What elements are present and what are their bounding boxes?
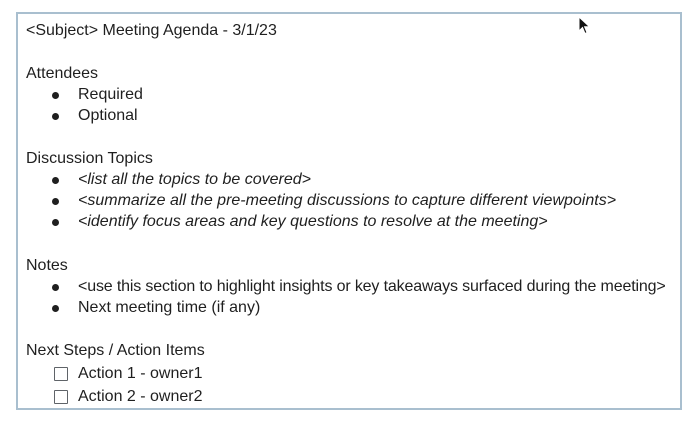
list-item-text: <identify focus areas and key questions to resolve at the meeting>	[78, 213, 548, 230]
checkbox[interactable]	[54, 390, 68, 404]
section-heading-discussion-topics[interactable]: Discussion Topics	[26, 150, 153, 167]
list-item-text: <use this section to highlight insights or key takeaways surfaced during the meeting>	[78, 278, 666, 295]
list-item-text: Optional	[78, 107, 138, 124]
checklist-item-label: Action 1 - owner1	[78, 365, 203, 382]
bullet-icon	[52, 284, 59, 291]
bullet-icon	[52, 113, 59, 120]
mouse-pointer-icon	[578, 16, 592, 36]
section-heading-notes[interactable]: Notes	[26, 257, 68, 274]
list-item-text: <list all the topics to be covered>	[78, 171, 312, 188]
checklist-item-label: Action 2 - owner2	[78, 388, 203, 405]
bullet-icon	[52, 177, 59, 184]
list-item-text: Next meeting time (if any)	[78, 299, 261, 316]
document-title[interactable]: <Subject> Meeting Agenda - 3/1/23	[26, 22, 277, 39]
section-heading-attendees[interactable]: Attendees	[26, 65, 99, 82]
bullet-icon	[52, 305, 59, 312]
bullet-icon	[52, 219, 59, 226]
section-heading-next-steps[interactable]: Next Steps / Action Items	[26, 342, 205, 359]
document-page	[16, 12, 682, 410]
list-item-text: <summarize all the pre-meeting discussions to capture different viewpoints>	[78, 192, 617, 209]
checkbox[interactable]	[54, 367, 68, 381]
bullet-icon	[52, 198, 59, 205]
bullet-icon	[52, 92, 59, 99]
list-item-text: Required	[78, 86, 143, 103]
